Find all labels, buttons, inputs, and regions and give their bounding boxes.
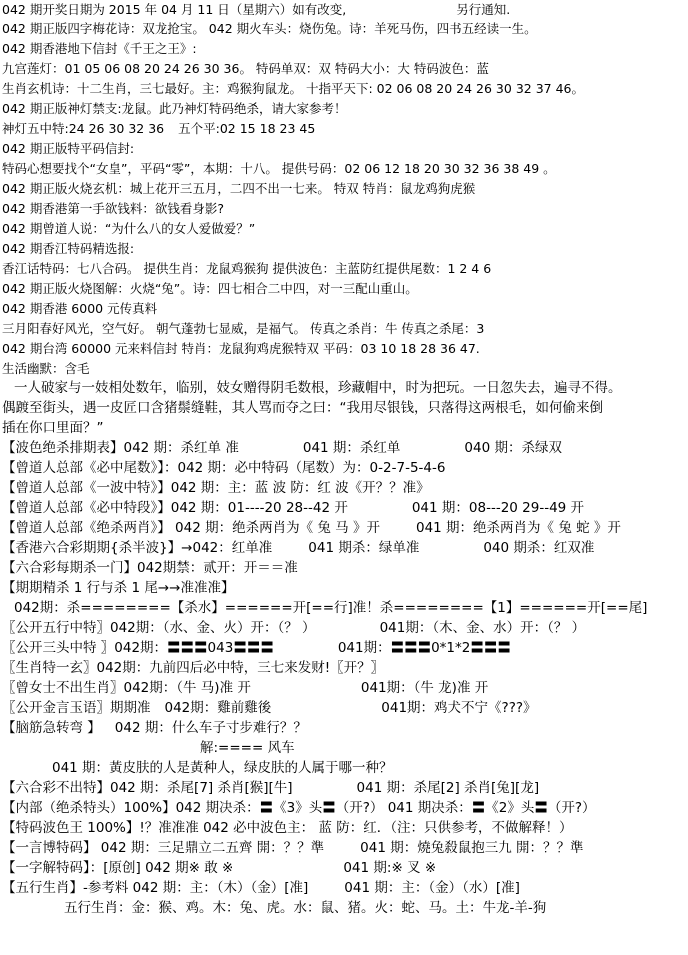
line-humor-3: 插在你口里面？” (2, 420, 104, 436)
line-lamp-ban: 042 期正版神灯禁支:龙鼠。此乃神灯特码绝杀，请大家参考！ (2, 101, 347, 116)
line-two-zodiac: 【曾道人总部《绝杀两肖》】 042 期：绝杀两肖为《 兔 马 》开 041 期：绝杀两肖为《 兔 蛇 》开 (2, 520, 621, 536)
line-xiangjiang: 042 期香江特码精选报: (2, 241, 135, 256)
line-humor-title: 生活幽默：含毛 (2, 361, 90, 376)
line-lamp-five: 神灯五中特:24 26 30 32 36 五个平:02 15 18 23 45 (2, 121, 316, 136)
line-plum-poem: 042 期正版四字梅花诗：双龙抢宝。 042 期火车头：烧伤兔。诗：羊死马伤，四书五经读一生。 (2, 21, 537, 36)
line-kill-head: 【内部（绝杀特头）100%】042 期决杀：〓《3》头〓（开?） 041 期决杀：〓《2》头〓（开?） (2, 800, 596, 816)
line-five-elements: 〖公开五行中特〗042期：（水、金、火）开：（？ ） 041期：（木、金、水）开：（？ ） (2, 620, 586, 636)
line-brain-teaser: 【脑筋急转弯 】 042 期：什么车子寸步难行？？ (2, 720, 307, 736)
line-hk-envelope: 042 期香港地下信封《千王之王》: (2, 41, 197, 56)
line-fire-mystery: 042 期正版火烧玄机：城上花开三五月，二四不出一七来。 特双 特肖：鼠龙鸡狗虎猴 (2, 181, 476, 196)
line-lotus-lamp: 九宫莲灯：01 05 06 08 20 24 26 30 36。 特码单双：双 特码大小：大 特码波色：蓝 (2, 61, 489, 76)
line-element-list: 五行生肖：金：猴、鸡。木：兔、虎。水：鼠、猪。火：蛇、马。土：牛龙-羊-狗 (64, 900, 547, 916)
line-answer: 解:==== 风车 (200, 740, 295, 756)
line-wave-king: 【特码波色王 100%】!？准准准 042 必中波色主： 蓝 防：红．（注：只供参考，不做解释！） (2, 820, 573, 836)
line-queen: 特码心想要找个“女皇”，平码“零”，本期：十八。 提供号码：02 06 12 18 20 30 32 36 38 49 。 (2, 161, 556, 176)
line-taiwan: 042 期台湾 60000 元来料信封 特肖：龙鼠狗鸡虎猴特双 平码：03 10 18 28 36 47. (2, 341, 480, 356)
line-element-zodiac: 【五行生肖】-参考料 042 期：主：（木）（金）[准] 041 期：主：（金）（水）[准] (2, 880, 520, 896)
line-humor-2: 偶踱至街头，遇一皮匠口含猪鬃缝鞋，其人骂而夺之曰：“我用尽银钱，只落得这两根毛，如何偷来倒 (2, 400, 603, 416)
line-segment: 【曾道人总部《必中特段》】042 期：01----20 28--42 开 041 期：08---20 29--49 开 (2, 500, 585, 516)
line-spring: 三月阳春好风光，空气好。 朝气蓬勃七显威，是福气。 传真之杀肖：牛 传真之杀尾：3 (2, 321, 485, 336)
line-tail-numbers: 【曾道人总部《必中尾数》】：042 期：必中特码（尾数）为：0-2-7-5-4-6 (2, 460, 446, 476)
line-one-word: 【一言博特码】 042 期：三足鼎立二五齊 開：？？準 041 期：燒兔殺鼠抱三九 開：？？準 (2, 840, 584, 856)
line-golden-words: 〖公开金言玉语〗期期准 042期：雞前雞後 041期：鸡犬不宁《???》 (2, 700, 537, 716)
line-kill-door: 【六合彩每期杀一门】042期禁：贰开：开＝＝准 (2, 560, 298, 576)
line-flat-envelope: 042 期正版特平码信封: (2, 141, 135, 156)
line-three-heads: 〖公开三头中特 〗042期：〓〓〓043〓〓〓 041期：〓〓〓0*1*2〓〓〓 (2, 640, 511, 656)
line-ms-zeng: 〖曾女士不出生肖〗042期：（牛 马)准 开 041期：（牛 龙)准 开 (2, 680, 489, 696)
line-zeng-says: 042 期曾道人说：“为什么八的女人爱做爱？” (2, 221, 256, 236)
line-kill-row: 【期期精杀 1 行与杀 1 尾→→准准准】 (2, 580, 235, 596)
line-fire-diagram: 042 期正版火烧图解：火烧“兔”。诗：四七相合二中四，对一三配山重山。 (2, 281, 418, 296)
line-one-char: 【一字解特码】：[原创] 042 期※ 敢 ※ 041 期:※ 叉 ※ (2, 860, 437, 876)
line-draw-date: 042 期开奖日期为 2015 年 04 月 11 日（星期六）如有改变, 另行通知. (2, 2, 511, 17)
line-teaser-041: 041 期：黃皮肤的人是黃种人，绿皮肤的人属于哪一种？ (52, 760, 393, 776)
line-no-special: 【六合彩不出特】042 期：杀尾[7] 杀肖[猴][牛] 041 期：杀尾[2] 杀肖[兔][龙] (2, 780, 540, 796)
line-fax-6000: 042 期香港 6000 元传真料 (2, 301, 158, 316)
line-kill-water: 042期：杀========【杀水】======开[==行]准！杀========【1】======开[==尾] (14, 600, 648, 616)
line-half-wave: 【香港六合彩期期{杀半波}】→042：红单准 041 期杀：绿单准 040 期杀：红双准 (2, 540, 595, 556)
line-first-hand: 042 期香港第一手欲钱料：欲钱看身影? (2, 201, 224, 216)
line-xiangjiang-detail: 香江话特码：七八合码。 提供生肖：龙鼠鸡猴狗 提供波色：主蓝防红提供尾数：1 2 4 6 (2, 261, 492, 276)
line-humor-1: 一人破家与一妓相处数年，临别，妓女赠得阴毛数根，珍藏帽中，时为把玩。一日忽失去，遍寻不得。 (14, 380, 622, 396)
line-color-kill: 【波色绝杀排期表】042 期：杀红单 准 041 期：杀红单 040 期：杀绿双 (2, 440, 562, 456)
line-zodiac-poem: 生肖玄机诗：十二生肖，三七最好。主：鸡猴狗鼠龙。 十指平天下: 02 06 08 20 24 26 30 32 37 46。 (2, 81, 584, 96)
line-one-wave: 【曾道人总部《一波中特》】042 期：主：蓝 波 防：红 波《开？？准》 (2, 480, 430, 496)
line-zodiac-riddle: 〖生肖特一玄〗042期：九前四后必中特，三七来发财!〖开？〗 (2, 660, 385, 676)
